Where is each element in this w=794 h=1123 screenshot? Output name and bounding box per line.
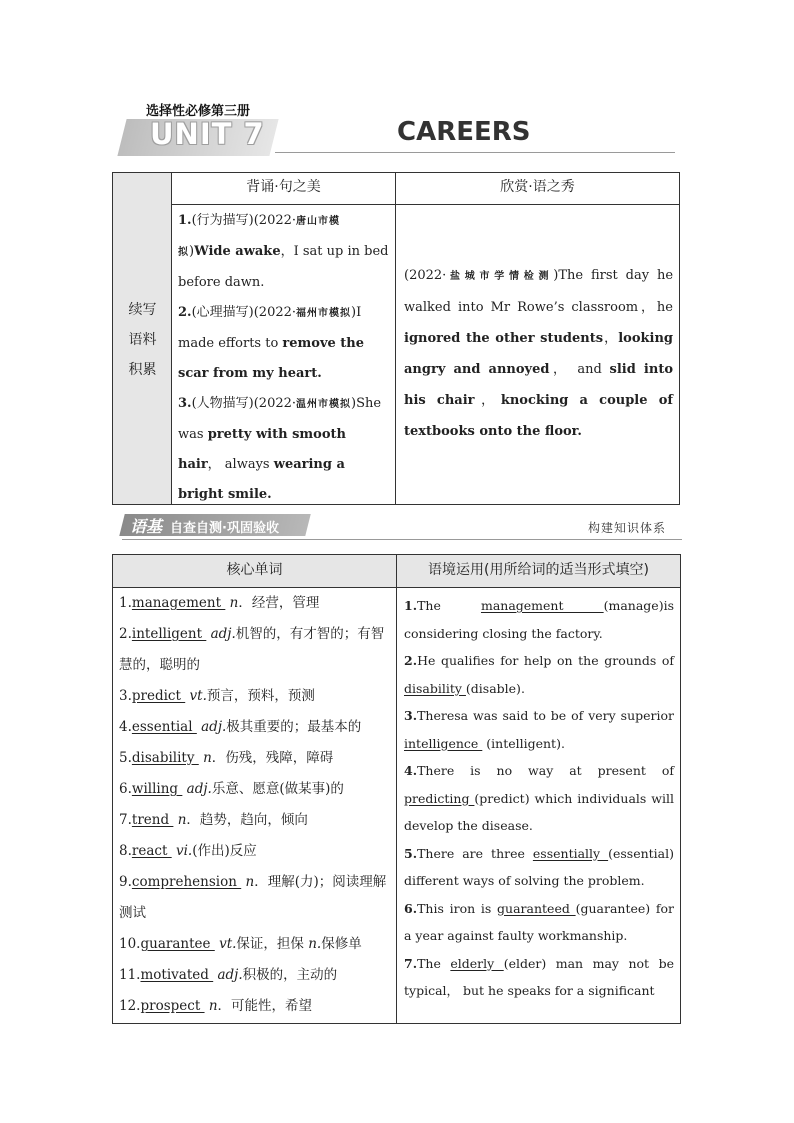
side-label-cell	[113, 173, 172, 504]
answer-blank: essentially	[532, 845, 609, 861]
answer-blank: intelligent	[131, 626, 207, 642]
appreciate-cell: (2022·盐城市学情检测)The first day he walked into Mr Rowe’s classroom，he ignored the other students，looking angry and annoyed， and slid into his chair，knocking a couple of textbooks onto the floor.	[404, 268, 674, 439]
answer-blank: management	[131, 595, 226, 611]
recite-item: 1.(行为描写)(2022·唐山市模拟)Wide awake，I sat up in bed before dawn.	[178, 213, 389, 290]
context-usage-header: 语境运用(用所给词的适当形式填空)	[397, 555, 680, 588]
unit-title: CAREERS	[397, 117, 531, 147]
recite-item: 2.(心理描写)(2022·福州市模拟)I made efforts to remove the scar from my heart.	[178, 305, 365, 381]
vocab-item: 8.react vi.(作出)反应	[119, 843, 257, 859]
vocab-item: 12.prospect n．可能性，希望	[119, 998, 313, 1014]
vocab-item: 1.management n．经营，管理	[119, 595, 320, 611]
answer-blank: disability	[131, 750, 199, 766]
vocabulary-table	[112, 554, 681, 1024]
example-sentence: 4.There is no way at present of predicting (predict) which individuals will develop the disease.	[404, 763, 674, 833]
answer-blank: trend	[131, 812, 174, 828]
answer-blank: management	[480, 598, 604, 613]
appreciate-header: 欣赏·语之秀	[396, 173, 679, 205]
example-sentence: 3.Theresa was said to be of very superior intelligence (intelligent).	[404, 708, 674, 751]
example-sentence: 6.This iron is guaranteed (guarantee) for a year against faulty workmanship.	[404, 900, 675, 943]
answer-blank: prospect	[140, 998, 205, 1014]
example-sentence: 1.The management (manage)is considering closing the factory.	[404, 598, 674, 641]
core-words-header: 核心单词	[113, 555, 397, 588]
vocab-item: 7.trend n．趋势，趋向，倾向	[119, 812, 308, 828]
writing-corpus-table	[112, 172, 680, 505]
vocab-item: 11.motivated adj.积极的，主动的	[119, 967, 338, 983]
recite-cell	[172, 205, 396, 504]
side-label-line: 续写	[128, 302, 157, 318]
section-banner-title: 自查自测·巩固验收	[170, 521, 279, 536]
side-label-line: 语料	[128, 332, 157, 348]
answer-blank: guaranteed	[497, 900, 576, 916]
vocab-item: 9.comprehension n．理解(力)；阅读理解测试	[119, 874, 387, 921]
answer-blank: intelligence	[404, 735, 483, 751]
vocab-item: 10.guarantee vt.保证，担保 n.保修单	[119, 936, 362, 952]
side-label-line: 积累	[128, 362, 157, 378]
vocab-item: 4.essential adj.极其重要的；最基本的	[119, 719, 362, 735]
section-divider	[122, 539, 682, 540]
section-banner-lead: 语基	[130, 517, 163, 536]
textbook-series-label: 选择性必修第三册	[146, 104, 251, 119]
answer-blank: react	[131, 843, 172, 859]
recite-item: 3.(人物描写)(2022·温州市模拟)She was pretty with smooth hair， always wearing a bright smile.	[178, 396, 382, 502]
answer-blank: predict	[131, 688, 186, 704]
context-usage-cell	[397, 588, 680, 1023]
recite-header: 背诵·句之美	[172, 173, 396, 205]
core-words-cell	[113, 588, 397, 1023]
unit-badge: UNIT 7	[150, 117, 265, 151]
answer-blank: elderly	[450, 955, 504, 971]
section-subtitle: 构建知识体系	[588, 521, 667, 535]
vocab-item: 3.predict vt.预言，预料，预测	[119, 688, 315, 704]
example-sentence: 5.There are three essentially (essential) different ways of solving the problem.	[404, 845, 674, 888]
vocab-item: 2.intelligent adj.机智的，有才智的；有智慧的，聪明的	[119, 626, 385, 673]
header-divider	[275, 152, 675, 153]
answer-blank: predicting	[404, 790, 475, 806]
answer-blank: guarantee	[140, 936, 215, 952]
vocab-item: 5.disability n．伤残，残障，障碍	[119, 750, 334, 766]
answer-blank: comprehension	[131, 874, 242, 890]
answer-blank: disability	[404, 680, 466, 696]
answer-blank: willing	[131, 781, 183, 797]
vocab-item: 6.willing adj.乐意、愿意(做某事)的	[119, 781, 344, 797]
answer-blank: motivated	[140, 967, 214, 983]
section-banner	[122, 514, 308, 536]
answer-blank: essential	[131, 719, 197, 735]
example-sentence: 2.He qualifies for help on the grounds of disability (disable).	[404, 653, 674, 696]
example-sentence: 7.The elderly (elder) man may not be typical， but he speaks for a significant	[404, 955, 674, 998]
